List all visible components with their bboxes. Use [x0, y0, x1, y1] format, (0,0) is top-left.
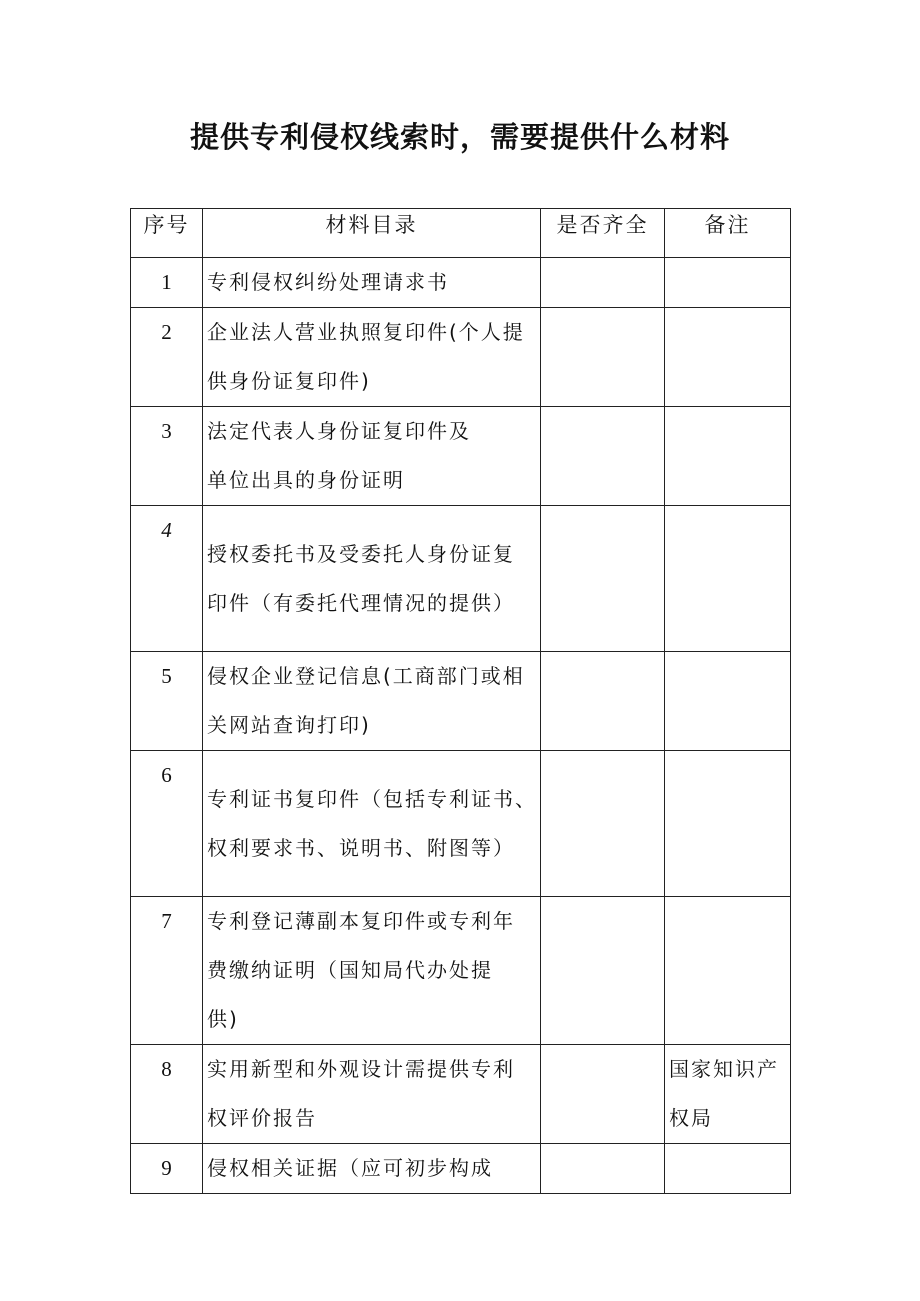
material-item-line: 专利侵权纠纷处理请求书: [207, 270, 449, 294]
row-number: 1: [131, 258, 203, 308]
material-item-line: 法定代表人身份证复印件及: [207, 419, 471, 443]
remarks-cell: [665, 258, 791, 308]
row-number: 5: [131, 652, 203, 751]
material-item-line: 侵权企业登记信息(工商部门或相: [207, 664, 525, 688]
materials-table: [130, 208, 791, 1194]
header-complete-check: 是否齐全: [541, 209, 665, 258]
material-item-line: 供身份证复印件): [207, 369, 371, 393]
table-row: [131, 751, 791, 897]
row-number: 3: [131, 407, 203, 506]
material-item: [203, 897, 541, 1045]
row-number: 8: [131, 1045, 203, 1144]
material-item: [203, 407, 541, 506]
page-title: 提供专利侵权线索时，需要提供什么材料: [189, 120, 730, 154]
table-row: [131, 407, 791, 506]
complete-check-cell: [541, 1045, 665, 1144]
row-number: 4: [131, 506, 203, 652]
header-material-list: 材料目录: [203, 209, 541, 258]
material-item-line: 关网站查询打印): [207, 713, 371, 737]
table-row: [131, 1144, 791, 1194]
complete-check-cell: [541, 1144, 665, 1194]
table-row: [131, 652, 791, 751]
complete-check-cell: [541, 506, 665, 652]
material-item: [203, 1045, 541, 1144]
row-number: 9: [131, 1144, 203, 1194]
table-row: [131, 506, 791, 652]
material-item-line: 供): [207, 1007, 239, 1031]
table-row: [131, 258, 791, 308]
table-row: [131, 1045, 791, 1144]
material-item: [203, 506, 541, 652]
complete-check-cell: [541, 258, 665, 308]
material-item-line: 权评价报告: [207, 1106, 317, 1130]
remarks-line: 国家知识产: [669, 1057, 779, 1081]
material-item-line: 单位出具的身份证明: [207, 468, 405, 492]
material-item: [203, 258, 541, 308]
material-item: [203, 652, 541, 751]
complete-check-cell: [541, 751, 665, 897]
row-number: 7: [131, 897, 203, 1045]
table-row: [131, 308, 791, 407]
complete-check-cell: [541, 652, 665, 751]
complete-check-cell: [541, 407, 665, 506]
remarks-cell: [665, 751, 791, 897]
remarks-cell: [665, 652, 791, 751]
remarks-cell: [665, 1144, 791, 1194]
material-item-line: 实用新型和外观设计需提供专利: [207, 1057, 515, 1081]
material-item-line: 权利要求书、说明书、附图等）: [207, 836, 515, 860]
material-item-line: 专利证书复印件（包括专利证书、: [207, 787, 537, 811]
table-header-row: [131, 209, 791, 258]
material-item-line: 侵权相关证据（应可初步构成: [207, 1156, 493, 1180]
table-row: [131, 897, 791, 1045]
remarks-cell: [665, 308, 791, 407]
row-number: 6: [131, 751, 203, 897]
material-item: [203, 308, 541, 407]
remarks-line: 权局: [669, 1106, 713, 1130]
material-item: [203, 751, 541, 897]
complete-check-cell: [541, 308, 665, 407]
remarks-cell: [665, 1045, 791, 1144]
complete-check-cell: [541, 897, 665, 1045]
header-serial-number: 序号: [131, 209, 203, 258]
material-item-line: 专利登记薄副本复印件或专利年: [207, 909, 515, 933]
remarks-cell: [665, 897, 791, 1045]
row-number: 2: [131, 308, 203, 407]
material-item-line: 印件（有委托代理情况的提供）: [207, 591, 515, 615]
material-item-line: 费缴纳证明（国知局代办处提: [207, 958, 493, 982]
remarks-cell: [665, 407, 791, 506]
header-remarks: 备注: [665, 209, 791, 258]
material-item: [203, 1144, 541, 1194]
material-item-line: 授权委托书及受委托人身份证复: [207, 542, 515, 566]
material-item-line: 企业法人营业执照复印件(个人提: [207, 320, 525, 344]
remarks-cell: [665, 506, 791, 652]
